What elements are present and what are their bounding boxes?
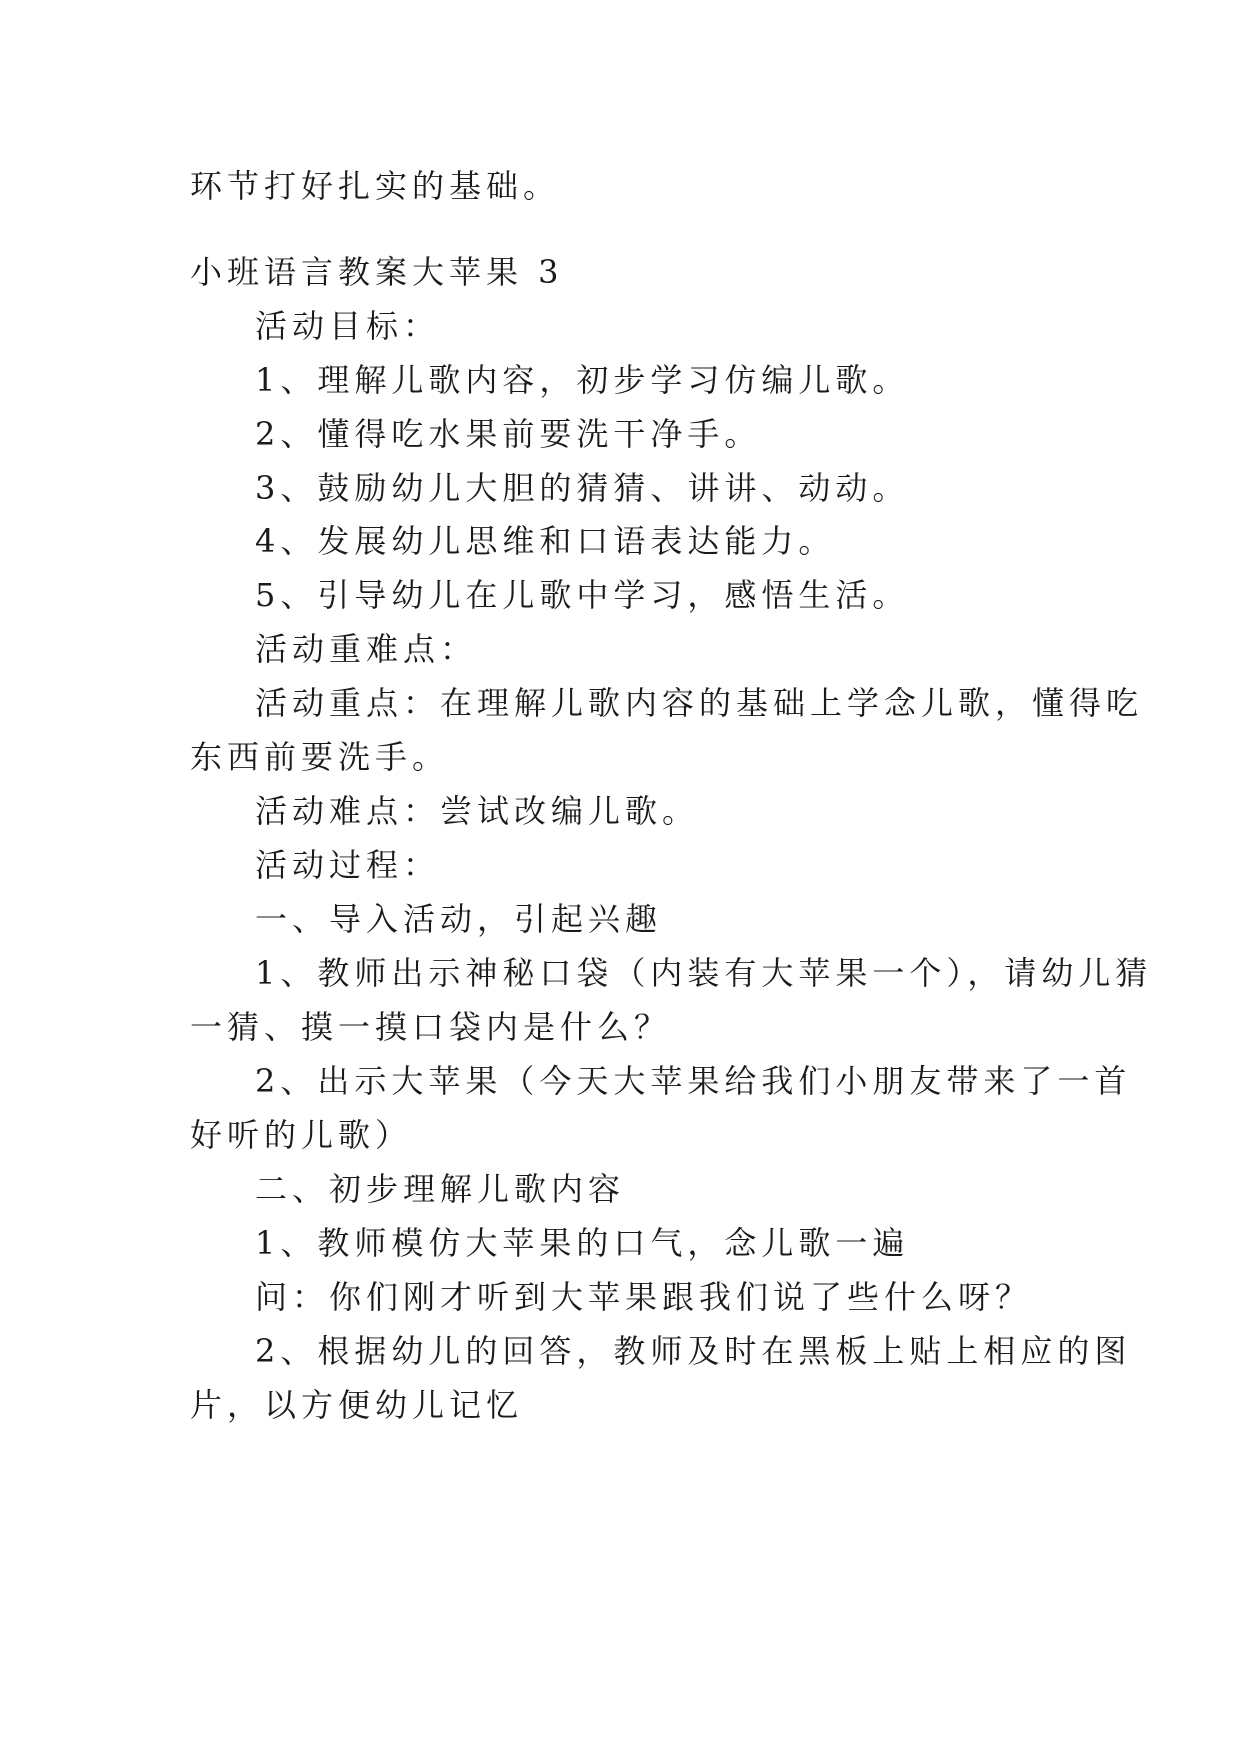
activity-process-heading: 活动过程：	[255, 846, 441, 884]
step-two-item-2-continued: 片，以方便幼儿记忆	[190, 1386, 524, 1424]
activity-goals-heading: 活动目标：	[255, 307, 441, 345]
goal-item-5: 5、引导幼儿在儿歌中学习，感悟生活。	[255, 576, 910, 614]
question-line: 问：你们刚才听到大苹果跟我们说了些什么呀？	[255, 1278, 1033, 1316]
goal-item-4: 4、发展幼儿思维和口语表达能力。	[255, 522, 836, 560]
key-point-paragraph: 活动重点：在理解儿歌内容的基础上学念儿歌，懂得吃	[255, 684, 1144, 722]
text-line-continuation: 环节打好扎实的基础。	[190, 167, 561, 205]
key-difficult-points-heading: 活动重难点：	[255, 630, 478, 668]
step-one-heading: 一、导入活动，引起兴趣	[255, 900, 663, 938]
step-two-item-1: 1、教师模仿大苹果的口气，念儿歌一遍	[255, 1224, 910, 1262]
step-two-item-2: 2、根据幼儿的回答，教师及时在黑板上贴上相应的图	[255, 1332, 1132, 1370]
section-heading: 小班语言教案大苹果 3	[190, 253, 564, 291]
step-two-heading: 二、初步理解儿歌内容	[255, 1170, 626, 1208]
step-one-item-2-continued: 好听的儿歌）	[190, 1116, 413, 1154]
key-point-paragraph-continued: 东西前要洗手。	[190, 738, 450, 776]
goal-item-2: 2、懂得吃水果前要洗干净手。	[255, 415, 762, 453]
goal-item-1: 1、理解儿歌内容，初步学习仿编儿歌。	[255, 361, 910, 399]
goal-item-3: 3、鼓励幼儿大胆的猜猜、讲讲、动动。	[255, 469, 910, 507]
step-one-item-1-continued: 一猜、摸一摸口袋内是什么？	[190, 1008, 672, 1046]
difficult-point-paragraph: 活动难点：尝试改编儿歌。	[255, 792, 700, 830]
step-one-item-2: 2、出示大苹果（今天大苹果给我们小朋友带来了一首	[255, 1062, 1132, 1100]
step-one-item-1: 1、教师出示神秘口袋（内装有大苹果一个），请幼儿猜	[255, 954, 1153, 992]
